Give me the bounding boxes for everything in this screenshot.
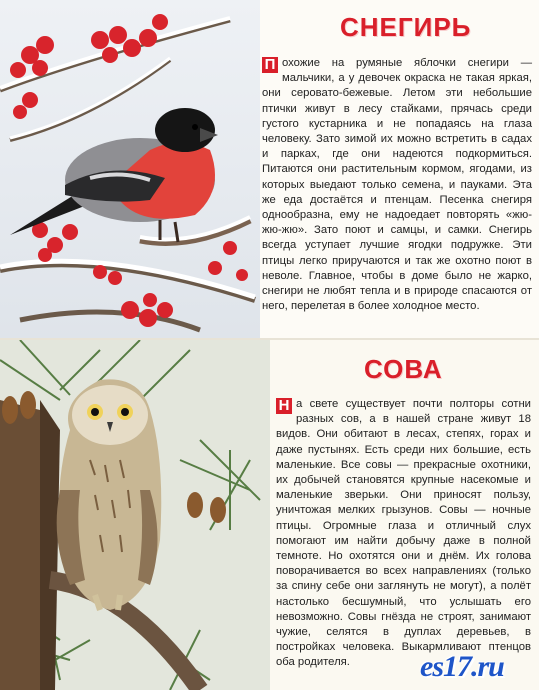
site-watermark: es17.ru <box>420 650 504 683</box>
owl-bird <box>57 379 162 610</box>
owl-body: а свете существует почти полторы сотни разных сов, а в нашей стране живут 18 видов. Они обитают в лесах, степях, горах и даже пустынях. Есть среди них большие, есть маленькие. Все совы — прекрасные охотники, их добычей становятся крупные насекомые и маленькие зверьки. Они приносят пользу, уничтожая мелких грызунов. Совы — ночные птицы. Огромные глаза и отличный слух помогают им найти добычу даже в полной темноте. Но охотятся они и днём. Их голова поворачивается во всех направлениях (только за спину себе они заглянуть не могут), а полёт настолько бесшумный, что услышать его невозможно. Совы гнёзда не строят, занимают чужие, селятся в дуплах деревьев, в постройках человека. Выкармливают птенцов оба родителя. <box>276 398 531 669</box>
owl-description <box>276 397 531 671</box>
owl-dropcap: Н <box>276 398 292 414</box>
bullfinch-body: охожие на румяные яблочки снегири — мальчики, а у девочек окраска не такая яркая, они серовато-бежевые. Летом эти небольшие птички живут в лесу стайками, прячась среди густого кустарника и не попадаясь на глаза человеку. Зато зимой их можно встретить в садах и парках, где они надеются подкормиться. Питаются они растительным кормом, ягодами, из которых выедают только семена, и пауками. Эта же еда достаётся и птенцам. Песенка снегиря однообразна, ему не надоедает повторять «жю-жю-жю». Зато поют и самцы, и самки. Снегирь всегда уступает лучшие ягодки подружке. Эти птицы легко приручаются и так же охотно поют в неволе. Главное, чтобы в доме было не жарко, снегири не любят тепла и в природе спасаются от него, перелетая в более холодное место. <box>262 57 532 313</box>
owl-illustration <box>0 340 270 690</box>
bullfinch-illustration <box>0 0 260 340</box>
bullfinch-dropcap: П <box>262 57 278 73</box>
owl-title: СОВА <box>364 354 443 384</box>
bullfinch-description <box>262 56 532 314</box>
bullfinch-title: СНЕГИРЬ <box>340 12 472 42</box>
bullfinch-card <box>0 0 539 340</box>
